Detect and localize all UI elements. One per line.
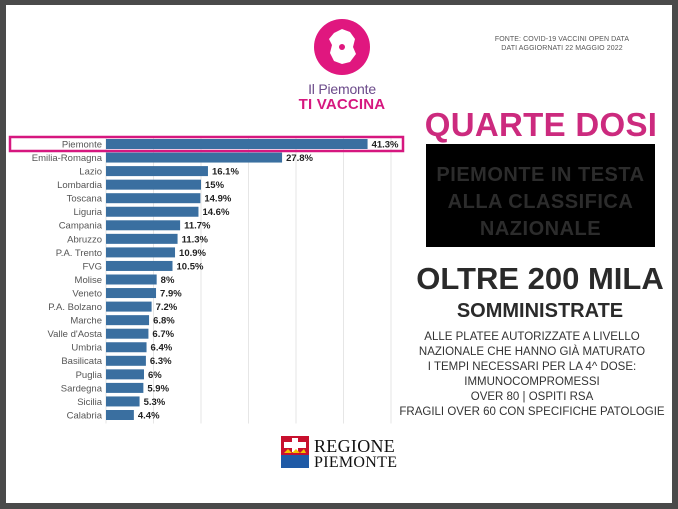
value-label: 14.9%	[204, 193, 232, 205]
source-line-2: DATI AGGIORNATI 22 MAGGIO 2022	[501, 45, 623, 52]
black-box-line-1: PIEMONTE IN TESTA	[436, 164, 645, 186]
category-label: Abruzzo	[67, 234, 102, 246]
description-line-4: IMMUNOCOMPROMESSI	[464, 376, 600, 388]
bar	[106, 396, 140, 406]
value-label: 6%	[148, 369, 162, 381]
category-label: Campania	[58, 220, 102, 232]
category-label: Puglia	[75, 369, 102, 381]
region-shield-icon	[280, 435, 310, 469]
bar	[106, 180, 201, 190]
category-label: Molise	[74, 274, 102, 286]
logo-text-line2: TI VACCINA	[298, 96, 386, 113]
bar	[106, 139, 368, 149]
value-label: 6.4%	[150, 342, 173, 354]
region-name-line-1: REGIONE	[314, 436, 396, 456]
value-label: 10.9%	[179, 247, 206, 259]
bar	[106, 383, 143, 393]
value-label: 6.7%	[152, 329, 175, 341]
value-label: 15%	[205, 180, 225, 192]
value-label: 8%	[160, 274, 175, 286]
category-label: Valle d'Aosta	[47, 329, 102, 341]
category-label: P.A. Bolzano	[48, 302, 102, 313]
category-label: Toscana	[66, 193, 102, 205]
description-line-2: NAZIONALE CHE HANNO GIÀ MATURATO	[418, 346, 646, 358]
source-line-1: FONTE: COVID-19 VACCINI OPEN DATA	[494, 36, 630, 43]
slide	[6, 5, 672, 503]
value-label: 6.8%	[153, 315, 175, 327]
black-box	[426, 144, 655, 247]
category-label: Umbria	[71, 342, 102, 354]
bar	[106, 410, 134, 420]
value-label: 7.2%	[155, 302, 178, 313]
value-label: 27.8%	[286, 152, 314, 164]
category-label: Lazio	[79, 166, 102, 178]
category-label: Marche	[70, 315, 102, 327]
regions-bar-chart	[6, 5, 406, 425]
bar	[106, 342, 147, 352]
value-label: 11.7%	[184, 220, 211, 232]
region-name-line-2: PIEMONTE	[314, 454, 398, 471]
black-box-line-3: NAZIONALE	[479, 218, 602, 240]
value-label: 4.4%	[137, 410, 160, 422]
bar	[106, 193, 200, 203]
description-line-6: FRAGILI OVER 60 CON SPECIFICHE PATOLOGIE	[399, 406, 665, 418]
category-label: Veneto	[72, 288, 102, 300]
category-label: Basilicata	[61, 356, 102, 368]
value-label: 10.5%	[176, 261, 204, 273]
bar	[106, 247, 175, 257]
value-label: 41.3%	[371, 139, 399, 151]
bar	[106, 207, 198, 217]
value-label: 5.9%	[147, 383, 170, 395]
value-label: 14.6%	[202, 207, 230, 219]
category-label: Lombardia	[57, 180, 102, 192]
bar	[106, 315, 149, 325]
bar	[106, 369, 144, 379]
category-label: Calabria	[66, 410, 102, 422]
category-label: P.A. Trento	[55, 247, 102, 259]
black-box-line-2: ALLA CLASSIFICA	[447, 191, 634, 213]
description-line-1: ALLE PLATEE AUTORIZZATE A LIVELLO	[424, 331, 640, 343]
category-label: Sicilia	[77, 396, 102, 408]
bar	[106, 234, 178, 244]
description-line-5: OVER 80 | OSPITI RSA	[470, 391, 594, 403]
category-label: Sardegna	[60, 383, 102, 395]
bar	[106, 356, 146, 366]
value-label: 7.9%	[160, 288, 182, 300]
logo-text-line1: Il Piemonte	[308, 81, 376, 97]
category-label: Liguria	[73, 207, 102, 219]
bar	[106, 288, 156, 298]
value-label: 6.3%	[149, 356, 172, 368]
bar	[106, 302, 152, 312]
value-label: 5.3%	[143, 396, 166, 408]
value-label: 11.3%	[181, 234, 208, 246]
big-number: OLTRE 200 MILA	[416, 261, 664, 296]
bar	[106, 329, 148, 339]
value-label: 16.1%	[211, 166, 239, 178]
bar	[106, 166, 208, 176]
bar	[106, 261, 173, 271]
bar	[106, 220, 180, 230]
category-label: Emilia-Romagna	[31, 152, 102, 164]
category-label: Piemonte	[61, 139, 102, 151]
sub-number: SOMMINISTRATE	[456, 300, 624, 322]
headline: QUARTE DOSI	[424, 106, 658, 143]
category-label: FVG	[82, 261, 102, 273]
bar	[106, 153, 282, 163]
description-line-3: I TEMPI NECESSARI PER LA 4^ DOSE:	[427, 361, 637, 373]
bar	[106, 275, 157, 285]
